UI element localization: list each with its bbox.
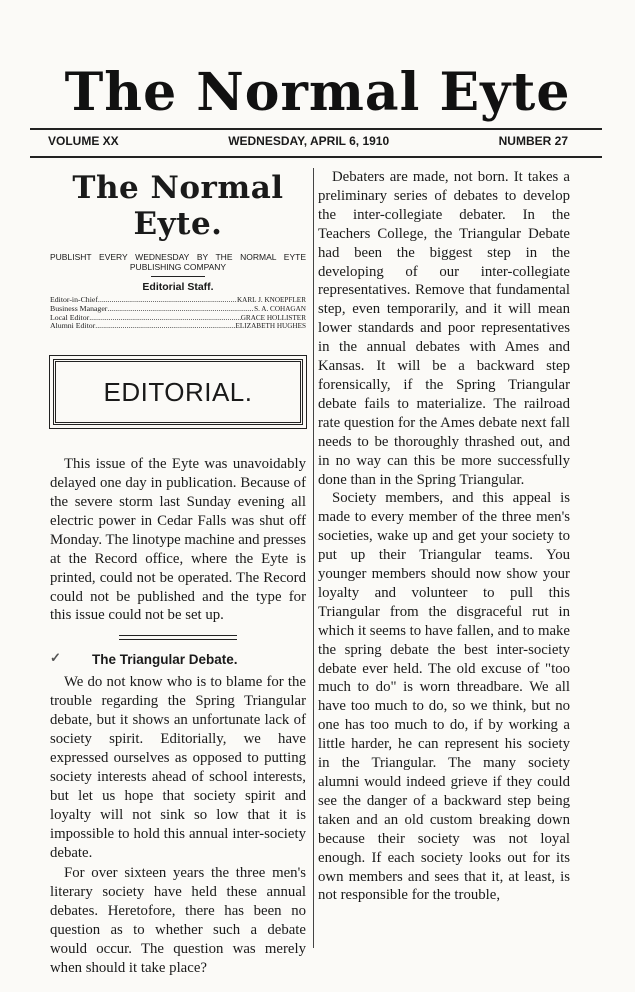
leader-dots	[89, 314, 241, 323]
masthead-rule-top	[30, 128, 602, 130]
staff-role: Business Manager	[50, 303, 108, 313]
staff-heading: Editorial Staff.	[142, 281, 214, 293]
dateline	[48, 134, 568, 148]
staff-name: GRACE HOLLISTER	[240, 313, 306, 322]
issue-number: NUMBER 27	[498, 134, 568, 148]
delay-notice-paragraph: This issue of the Eyte was unavoidably delayed one day in publication. Because of the severe storm last Sunday evening all electric power in Cedar Falls was shut off Monday. The linotype machine and presses at the Record office, where the Eyte is printed, could not be operated. The Record could not be published and the type for this issue could not be set up.	[50, 456, 307, 624]
leader-dots	[98, 296, 237, 305]
pencil-check-mark: ✓	[50, 650, 61, 666]
article-title-text: The Triangular Debate.	[92, 652, 238, 668]
article-paragraph: We do not know who is to blame for the trouble regarding the Spring Triangular debate, but it shows an unfortunate lack of society spirit. Editorially, we have expressed ourselves as opposed to putting society interests ahead of school interests, but let us hope that society spirit and loyalty will not sink so low that it is impossible to hold this annual inter-society debate.	[50, 674, 306, 861]
publisher-line: PUBLISHT EVERY WEDNESDAY BY THE NORMAL EYTE PUBLISHING COMPANY	[50, 252, 306, 272]
staff-list	[50, 296, 306, 331]
staff-role: Editor-in-Chief	[50, 295, 98, 304]
leader-dots	[107, 305, 254, 314]
editorial-section-banner: EDITORIAL.	[53, 359, 303, 425]
staff-name: S. A. COHAGAN	[254, 304, 306, 313]
flag-title: The Normal Eyte.	[72, 170, 284, 242]
staff-role: Alumni Editor	[50, 321, 96, 331]
column-divider	[313, 168, 314, 948]
article-title	[50, 652, 306, 667]
staff-divider	[151, 276, 205, 277]
staff-name: ELIZABETH HUGHES	[235, 322, 306, 331]
masthead-title: The Normal Eyte	[64, 62, 571, 123]
right-column	[318, 168, 570, 905]
volume-label: VOLUME XX	[48, 134, 119, 148]
masthead-rule-bottom	[30, 156, 602, 158]
staff-role: Local Editor	[50, 312, 90, 322]
staff-row	[50, 322, 306, 331]
leader-dots	[95, 322, 235, 331]
article-paragraph: For over sixteen years the three men's literary society have held these annual debates. Heretofore, there has been no question as to whether such a debate would occur. The question was merely when should it take place?	[50, 865, 306, 976]
left-column	[50, 168, 306, 978]
article-paragraph: Debaters are made, not born. It takes a preliminary series of debates to develop the inter-collegiate debater. In the Teachers College, the Triangular Debate had been the biggest step in the developing of our inter-collegiate representatives. Remove that fundamental step, even temporarily, and it will mean lower standards and poor representatives in the annual debates with Ames and Kansas. It will be a backward step forensically, if the Spring Triangular debate fails to materialize. The railroad rate question for the Ames debate next fall needs to be thoroughly thrashed out, and in no way can this be more successfully done than in the Spring Triangular.	[318, 169, 570, 488]
staff-name: KARL J. KNOEPFLER	[236, 296, 306, 304]
issue-date: WEDNESDAY, APRIL 6, 1910	[228, 134, 390, 148]
section-divider	[119, 635, 237, 640]
article-paragraph: Society members, and this appeal is made to every member of the three men's societies, wake up and get your society to put up their Triangular teams. You younger members should now show your loyalty and volunteer to pull this Triangular from the disgraceful rut in which it seems to have fallen, and to make the spring debate the best inter-society debate ever held. The old excuse of "too much to do" is worn threadbare. We all have too much to do, so we think, but no one has too much to do, if by working a little harder, he can represent his society in the Triangular. The many society alumni would indeed grieve if they could see the danger of a backward step being taken and an old custom breaking down because their society was not loyal enough. If each society looks out for its own members and sees that it, at least, is not responsible for the trouble,	[318, 490, 570, 904]
